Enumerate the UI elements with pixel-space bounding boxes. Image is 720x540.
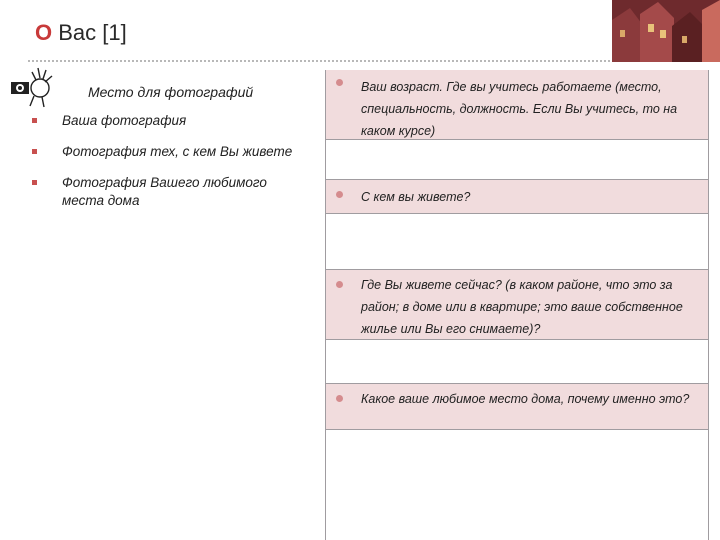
- title-main: Вас [1]: [58, 20, 127, 45]
- circle-bullet-icon: [336, 281, 343, 288]
- question-text: Ваш возраст. Где вы учитесь работаете (место, специальность, должность. Если Вы учитесь, то на каком курсе): [361, 80, 678, 138]
- page-title: [35, 20, 127, 46]
- answer-row[interactable]: [326, 140, 708, 180]
- question-row: [326, 384, 708, 430]
- question-row: [326, 180, 708, 214]
- question-row: [326, 270, 708, 340]
- answer-row[interactable]: [326, 430, 708, 540]
- answer-row[interactable]: [326, 214, 708, 270]
- title-accent: О: [35, 20, 53, 45]
- circle-bullet-icon: [336, 395, 343, 402]
- list-item: [32, 143, 302, 161]
- list-item: [32, 112, 302, 130]
- square-bullet-icon: [32, 180, 37, 185]
- circle-bullet-icon: [336, 191, 343, 198]
- photo-heading: Место для фотографий: [88, 84, 254, 100]
- camera-icon: [8, 66, 56, 110]
- question-text: Какое ваше любимое место дома, почему именно это?: [361, 392, 690, 406]
- photo-list: [32, 112, 302, 223]
- square-bullet-icon: [32, 118, 37, 123]
- square-bullet-icon: [32, 149, 37, 154]
- question-row: [326, 70, 708, 140]
- answer-row[interactable]: [326, 340, 708, 384]
- list-item-text: Ваша фотография: [62, 113, 187, 128]
- question-text: Где Вы живете сейчас? (в каком районе, что это за район; в доме или в квартире; это ваше собственное жилье или Вы его снимаете)?: [361, 278, 683, 336]
- circle-bullet-icon: [336, 79, 343, 86]
- list-item-text: Фотография тех, с кем Вы живете: [62, 144, 293, 159]
- question-text: С кем вы живете?: [361, 190, 471, 204]
- question-table: [325, 70, 709, 540]
- list-item-text: Фотография Вашего любимого места дома: [62, 175, 267, 208]
- header-image: [612, 0, 720, 62]
- list-item: [32, 174, 287, 210]
